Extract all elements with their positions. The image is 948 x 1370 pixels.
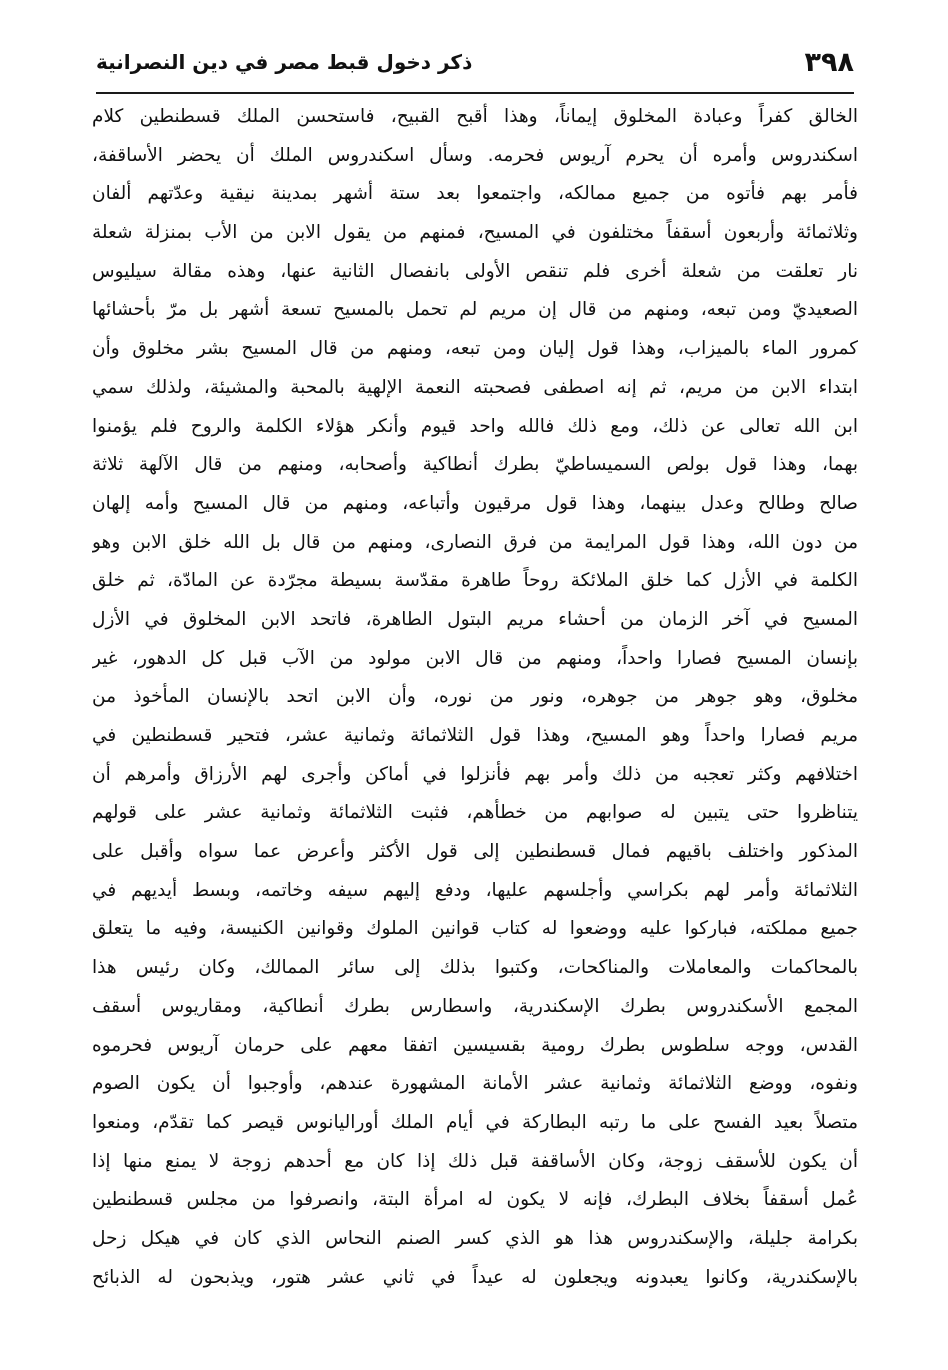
- text-line: صالح وطالح وعدل بينهما، وهذا قول مرقيون وأتباعه، ومنهم من قال المسيح وأمه إلهان: [92, 492, 858, 514]
- text-line: يتناظروا حتى يتبين له صوابهم من خطأهم، فثبت الثلاثمائة وثمانية عشر على قولهم: [92, 802, 858, 824]
- text-line: أن يكون للأسقف زوجة، وكان الأساقفة قبل ذلك إذا كان مع أحدهم زوجة لا يمنع منها إذا: [92, 1150, 858, 1172]
- text-line: الخالق كفراً وعبادة المخلوق إيماناً، وهذا أقبح القبيح، فاستحسن الملك قسطنطين كلام: [92, 106, 858, 127]
- running-header: [96, 40, 854, 84]
- text-line: ابن الله تعالى عن ذلك، ومع ذلك فالله واحد قيوم وأنكر هؤلاء الكلمة والروح فلم يؤمنوا: [92, 415, 858, 437]
- text-line: اختلافهم وكثر تعجبه من ذلك وأمر بهم فأنزلوا في أماكن وأجرى لهم الأرزاق وأمرهم أن: [92, 763, 858, 785]
- text-line: بكرامة جليلة، والإسكندروس هذا هو الذي كسر الصنم النحاس الذي كان في هيكل زحل: [92, 1227, 858, 1249]
- text-line: الثلاثمائة وأمر لهم بكراسي وأجلسهم عليها، ودفع إليهم سيفه وخاتمه، وبسط أيديهم في: [92, 879, 858, 901]
- text-line: بهما، وهذا قول بولص السميساطيّ بطرك أنطاكية وأصحابه، ومنهم من قال الآلهة ثلاثة: [92, 454, 858, 476]
- text-line: متصلاً بعيد الفسح على ما رتبه البطاركة في أيام الملك أورالیانوس قيصر كما تقدّم، ومنعوا: [92, 1111, 858, 1133]
- text-line: الكلمة في الأزل كما خلق الملائكة روحاً طاهرة مقدّسة بسيطة مجرّدة عن المادّة، ثم خلق: [92, 570, 858, 592]
- text-line: كمرور الماء بالميزاب، وهذا قول إليان ومن تبعه، ومنهم من قال المسيح بشر مخلوق وأن: [92, 338, 858, 360]
- text-line: عُمل أسقفاً بخلاف البطرك، فإنه لا يكون له امرأة البتة، وانصرفوا من مجلس قسطنطين: [92, 1189, 858, 1211]
- text-line: مريم فصارا واحداً وهو المسيح، وهذا قول الثلاثمائة وثمانية عشر، فتحير قسطنطين في: [92, 725, 858, 746]
- text-line: المذكور واختلف باقيهم فمال قسطنطين إلى قول الأكثر وأعرض عما سواه وأقبل على: [92, 841, 858, 863]
- text-line: اسكندروس وأمره أن يحرم آريوس فحرمه. وسأل اسكندروس الملك أن يحضر الأساقفة،: [92, 144, 858, 166]
- text-line: ابتداء الابن من مريم، ثم إنه اصطفى فصحبته النعمة الإلهية بالمحبة والمشيئة، ولذلك سمي: [92, 376, 858, 398]
- text-line: من دون الله، وهذا قول المرايمة من فرق النصارى، ومنهم من قال بل الله خلق الابن وهو: [92, 531, 858, 553]
- page-number: ٣٩٨: [804, 46, 854, 78]
- text-line: المجمع الأسكندروس بطرك الإسكندرية، واسطارس بطرك أنطاكية، ومقاريوس أسقف: [92, 995, 858, 1017]
- text-line: نار تعلقت من شعلة أخرى فلم تنقص الأولى بانفصال الثانية عنها، وهذه مقالة سيليوس: [92, 260, 858, 282]
- text-line: ونفوه، ووضع الثلاثمائة وثمانية عشر الأمانة المشهورة عندهم، وأوجبوا أن يكون الصوم: [92, 1073, 858, 1095]
- running-title: ذكر دخول قبط مصر في دين النصرانية: [96, 50, 473, 74]
- text-line: القدس، ووجه سلطوس بطرك رومية بقسيسين اتفقا معهم على حرمان آريوس فحرموه: [92, 1034, 858, 1056]
- header-rule: [96, 92, 854, 94]
- text-line: الصعيديّ ومن تبعه، ومنهم من قال إن مريم لم تحمل بالمسيح تسعة أشهر بل مرّ بأحشائها: [92, 299, 858, 321]
- text-line: بالإسكندرية، وكانوا يعبدونه ويجعلون له عيداً في ثاني عشر هتور، ويذبحون له الذبائح: [92, 1266, 858, 1288]
- text-line: المسيح في آخر الزمان من أحشاء مريم البتول الطاهرة، فاتحد الابن المخلوق في الأزل: [92, 608, 858, 630]
- text-line: جميع مملكته، فباركوا عليه ووضعوا له كتاب قوانين الملوك وقوانين الكنيسة، وفيه ما يتعلق: [92, 918, 858, 940]
- text-line: بالمحاكمات والمعاملات والمناكحات، وكتبوا بذلك إلى سائر الممالك، وكان رئيس هذا: [92, 957, 858, 979]
- text-line: وثلاثمائة وأربعون أسقفاً مختلفون في المسيح، فمنهم من يقول الابن من الأب بمنزلة شعلة: [92, 222, 858, 244]
- body-text: [92, 98, 858, 1297]
- text-line: بإنسان المسيح فصارا واحداً، ومنهم من قال الابن مولود من الآب قبل كل الدهور، غير: [92, 647, 858, 669]
- text-line: فأمر بهم فأتوه من جميع ممالكه، واجتمعوا بعد ستة أشهر بمدينة نيقية وعدّتهم ألفان: [92, 183, 858, 205]
- text-line: مخلوق، وهو جوهر من جوهره، ونور من نوره، وأن الابن اتحد بالإنسان المأخوذ من: [92, 686, 858, 708]
